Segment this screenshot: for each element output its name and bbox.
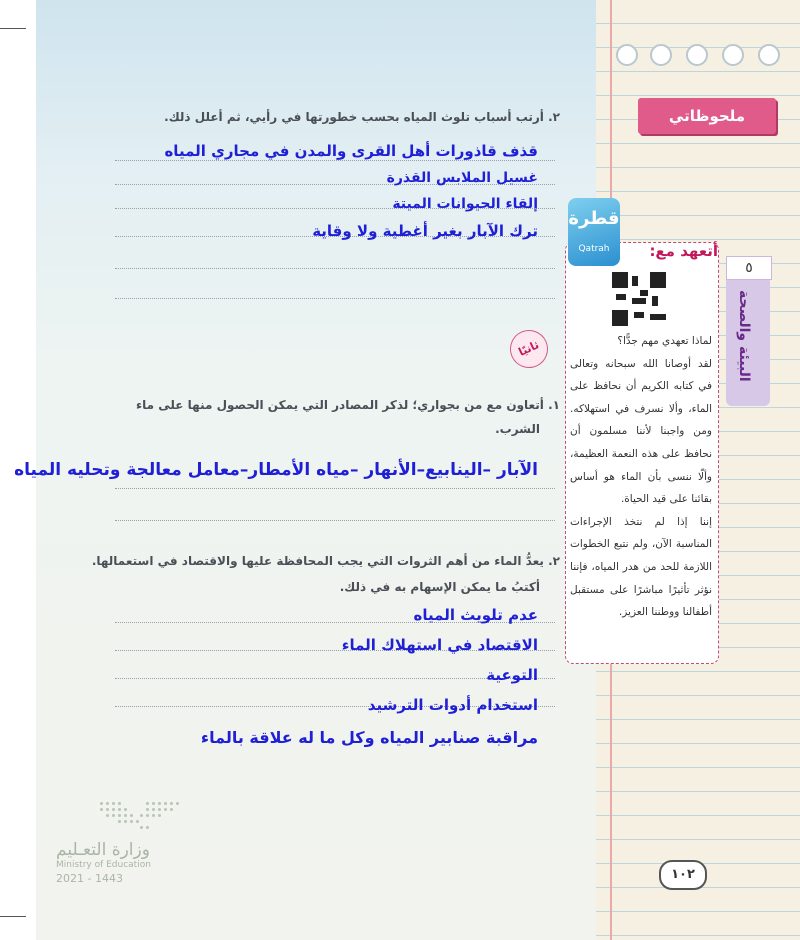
my-notes-banner: ملحوظاتي — [638, 98, 776, 134]
question-text: ٢. يعدُّ الماء من أهم الثروات التي يجب المحافظة عليها والاقتصاد في استعمالها. — [91, 554, 560, 568]
commitment-paragraph: لماذا تعهدي مهم جدًّا؟ — [617, 335, 712, 347]
question-text: أكتبُ ما يمكن الإسهام به في ذلك. — [339, 580, 540, 594]
edition-year: 2021 - 1443 — [56, 872, 123, 885]
binder-ring-icon — [686, 44, 708, 66]
handwritten-answer: إلقاء الحيوانات الميتة — [392, 196, 538, 212]
ministry-name-arabic: وزارة التعـليم — [56, 840, 150, 860]
answer-line — [115, 488, 555, 489]
answer-line — [115, 520, 555, 521]
answer-line — [115, 268, 555, 269]
unit-number: ٥ — [726, 256, 772, 280]
qatrah-logo: قطرة Qatrah — [568, 198, 620, 266]
question-text: الشرب. — [495, 422, 540, 436]
section-two-badge: ثانيًا — [504, 324, 554, 374]
question-text: ٢. أرتب أسباب تلوث المياه بحسب خطورتها في رأيي، ثم أعلل ذلك. — [164, 110, 560, 124]
handwritten-answer: مراقبة صنابير المياه وكل ما له علاقة بالماء — [200, 728, 538, 747]
commitment-paragraph: لقد أوصانا الله سبحانه وتعالى في كتابه الكريم أن نحافظ على الماء، وألا نسرف في استهلاكه. ومن واجبنا لأننا مسلمون أن نحافظ على هذه النعمة العظيمة، وألّا ننسى بأن الماء هو أساس بقائنا على قيد الحياة. — [570, 357, 712, 506]
commitment-paragraph: إننا إذا لم نتخذ الإجراءات المناسبة الآن، ولم نتبع الخطوات اللازمة للحد من هدر المياه، فإننا نؤثر تأثيرًا مباشرًا على مستقبل أطفالنا ووطننا العزيز. — [570, 515, 712, 619]
crop-mark — [0, 916, 26, 917]
binder-ring-icon — [616, 44, 638, 66]
commitment-text — [570, 330, 712, 624]
qr-code-icon[interactable] — [612, 272, 666, 326]
handwritten-answer: عدم تلويث المياه — [413, 606, 538, 624]
answer-line — [115, 160, 555, 161]
handwritten-answer: الاقتصاد في استهلاك الماء — [341, 636, 538, 654]
handwritten-answer: قذف قاذورات أهل القرى والمدن في مجاري المياه — [164, 142, 538, 160]
handwritten-answer: الآبار –الينابيع–الأنهار –مياه الأمطار–معامل معالجة وتحليه المياه — [14, 460, 538, 480]
binder-ring-icon — [650, 44, 672, 66]
ministry-emblem-icon — [96, 796, 192, 836]
handwritten-answer: التوعية — [486, 666, 538, 684]
question-text: ١. أتعاون مع من بجواري؛ لذكر المصادر التي يمكن الحصول منها على ماء — [136, 398, 560, 412]
binder-ring-icon — [758, 44, 780, 66]
page-number: ١٠٢ — [659, 860, 707, 890]
handwritten-answer: استخدام أدوات الترشيد — [367, 696, 538, 714]
handwritten-answer: ترك الآبار بغير أغطية ولا وقاية — [312, 222, 538, 240]
unit-side-tab — [726, 256, 770, 406]
binder-ring-icon — [722, 44, 744, 66]
answer-line — [115, 298, 555, 299]
crop-mark — [0, 28, 26, 29]
handwritten-answer: غسيل الملابس القذرة — [386, 170, 538, 186]
commitment-title: أتعهد مع: — [649, 242, 718, 260]
ministry-name-english: Ministry of Education — [56, 860, 151, 870]
unit-title: البيئة والصحة — [736, 290, 752, 382]
